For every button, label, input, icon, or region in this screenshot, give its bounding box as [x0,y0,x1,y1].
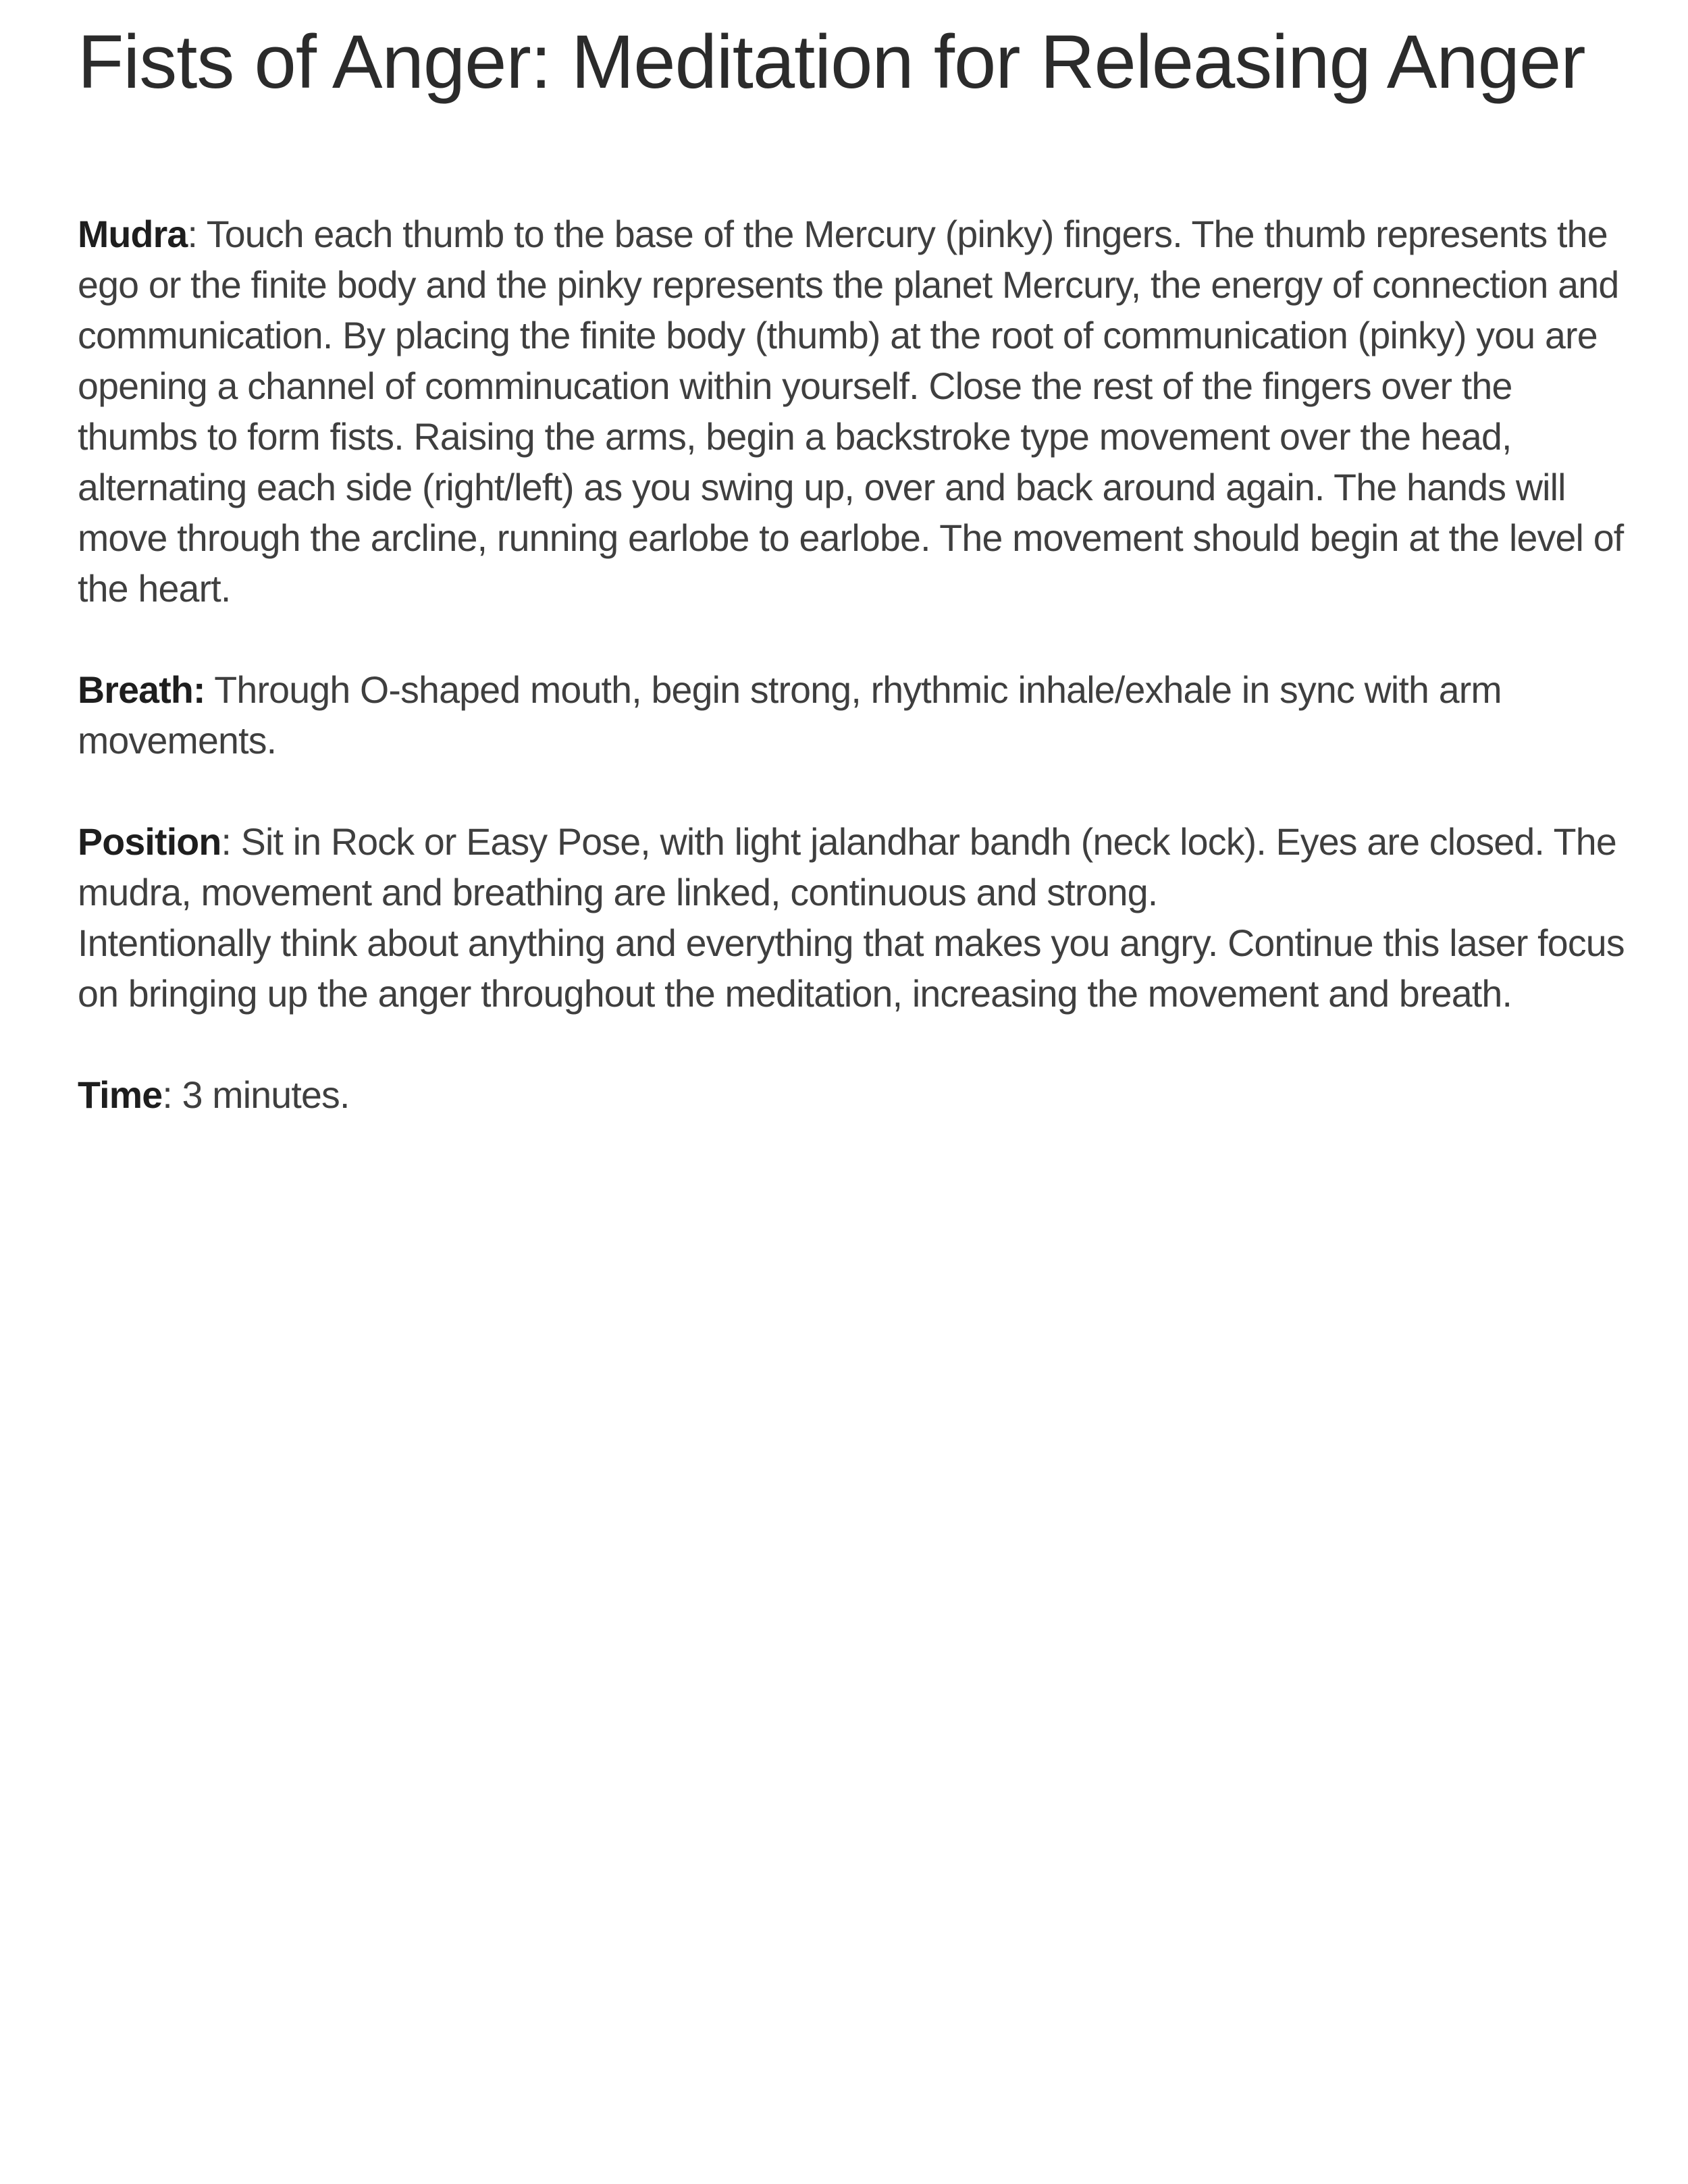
page-title: Fists of Anger: Meditation for Releasing Anger [78,20,1585,104]
time-label: Time [78,1074,163,1116]
position-paragraph [78,817,1631,918]
time-paragraph [78,1070,1631,1121]
time-separator: : [162,1074,172,1116]
mudra-text: Touch each thumb to the base of the Mercury (pinky) fingers. The thumb represents the ego or the finite body and the pinky represents the planet Mercury, the energy of connection and communication. By placing the finite body (thumb) at the root of communication (pinky) you are opening a channel of comminucation within yourself. Close the rest of the fingers over the thumbs to form fists. Raising the arms, begin a backstroke type movement over the head, alternating each side (right/left) as you swing up, over and back around again. The hands will move through the arcline, running earlobe to earlobe. The movement should begin at the level of the heart. [78,213,1624,610]
time-section [78,1070,1631,1121]
position-extra-paragraph: Intentionally think about anything and everything that makes you angry. Continue this laser focus on bringing up the anger throughout the meditation, increasing the movement and breath. [78,922,1625,1015]
mudra-label: Mudra [78,213,188,255]
position-section [78,817,1631,1019]
breath-label: Breath: [78,669,205,711]
position-separator: : [221,821,232,863]
document-body [78,209,1631,1171]
breath-paragraph [78,665,1631,766]
breath-text: Through O-shaped mouth, begin strong, rhythmic inhale/exhale in sync with arm movements. [78,669,1502,762]
mudra-section [78,209,1631,614]
position-label: Position [78,821,221,863]
position-text: Sit in Rock or Easy Pose, with light jalandhar bandh (neck lock). Eyes are closed. The mudra, movement and breathing are linked, continuous and strong. [78,821,1616,913]
breath-section [78,665,1631,766]
mudra-separator: : [187,213,198,255]
mudra-paragraph [78,209,1631,614]
time-text: 3 minutes. [172,1074,350,1116]
document-page [78,0,1631,1116]
